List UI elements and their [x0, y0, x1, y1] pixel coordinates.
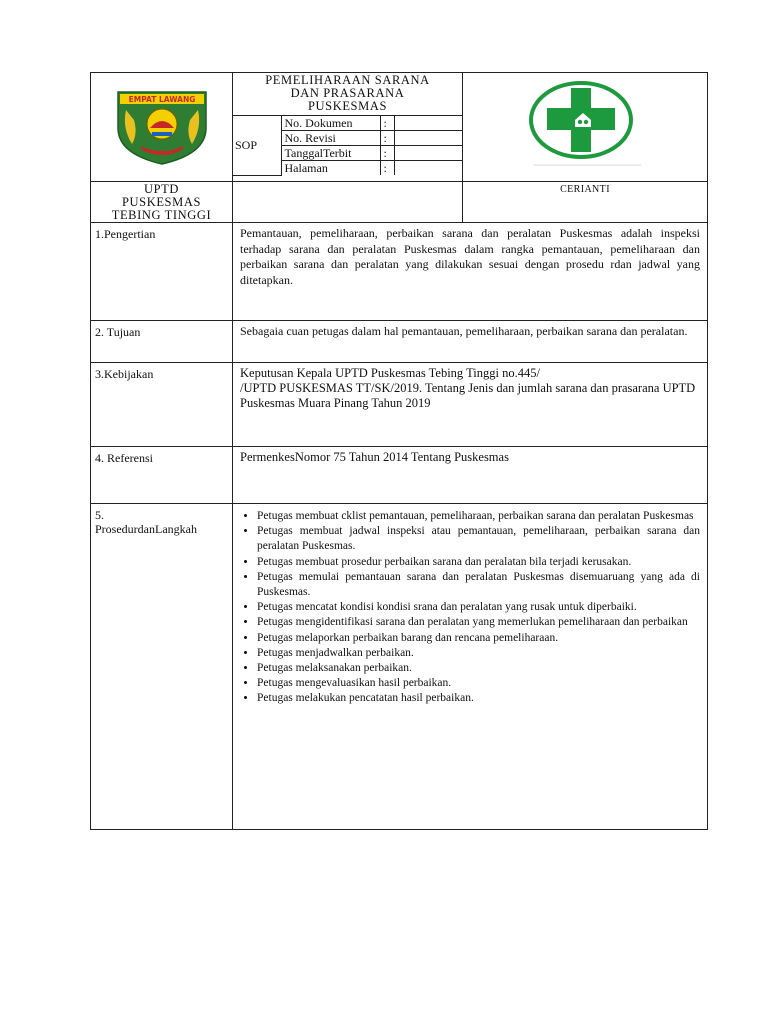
- list-item: • Petugas menjadwalkan perbaikan.: [257, 646, 700, 661]
- sop-table: [90, 72, 708, 830]
- referensi-row: [91, 447, 708, 504]
- prosedur-label: [91, 504, 233, 830]
- unit-row: [91, 182, 708, 223]
- tujuan-row: [91, 321, 708, 363]
- prosedur-row: [91, 504, 708, 830]
- list-item: • Petugas melakukan pencatatan hasil perbaikan.: [257, 691, 700, 706]
- document-meta-table: [232, 115, 463, 176]
- sop-document: [90, 72, 707, 830]
- header-row: [91, 73, 708, 182]
- seal-lettering: EMPAT LAWANG: [128, 95, 195, 104]
- pengertian-label: 1.Pengertian: [91, 223, 233, 321]
- list-item: • Petugas membuat prosedur perbaikan sarana dan peralatan bila terjadi kerusakan.: [257, 555, 700, 570]
- list-item: • Petugas membuat cklist pemantauan, pemeliharaan, perbaikan sarana dan peralatan Puskesmas: [257, 509, 700, 524]
- meta-value-no-revisi: [394, 131, 463, 146]
- meta-label-halaman: Halaman: [281, 161, 380, 176]
- document-title: [233, 73, 462, 113]
- meta-value-halaman: [394, 161, 463, 176]
- left-logo-cell: [91, 73, 233, 182]
- kebijakan-line-1: Keputusan Kepala UPTD Puskesmas Tebing Tinggi no.445/: [240, 366, 540, 380]
- meta-sep: :: [380, 116, 394, 131]
- signature-cell: [233, 182, 463, 223]
- meta-label-no-dokumen: No. Dokumen: [281, 116, 380, 131]
- meta-sep: :: [380, 146, 394, 161]
- unit-line-1: UPTD: [143, 182, 180, 196]
- list-item: • Petugas mencatat kondisi kondisi srana dan peralatan yang rusak untuk diperbaiki.: [257, 600, 700, 615]
- meta-value-no-dokumen: [394, 116, 463, 131]
- pengertian-text: Pemantauan, pemeliharaan, perbaikan sarana dan peralatan Puskesmas adalah inspeksi terhadap sarana dan peralatan Puskesmas dalam rangka pemantauan, pemeliharaan dan perbaikan sarana dan peralatan yang dilakukan sesuai dengan prosedu rdan jadwal yang ditetapkan.: [233, 223, 708, 321]
- puskesmas-cross-logo-icon: [523, 80, 648, 170]
- kebijakan-line-2: /UPTD PUSKESMAS TT/SK/2019. Tentang Jenis dan jumlah sarana dan prasarana UPTD Puskesmas Muara Pinang Tahun 2019: [240, 381, 696, 410]
- tujuan-text: Sebagaia cuan petugas dalam hal pemantauan, pemeliharaan, perbaikan sarana dan peralatan.: [233, 321, 708, 363]
- tujuan-label: 2. Tujuan: [91, 321, 233, 363]
- kebijakan-label: 3.Kebijakan: [91, 363, 233, 447]
- meta-sep: :: [380, 161, 394, 176]
- list-item: • Petugas mengevaluasikan hasil perbaikan.: [257, 676, 700, 691]
- list-item: • Petugas membuat jadwal inspeksi atau pemantauan, pemeliharaan, perbaikan sarana dan peralatan Puskesmas.: [257, 524, 700, 554]
- title-line-3: PUSKESMAS: [307, 99, 388, 113]
- empat-lawang-seal-icon: [112, 84, 212, 166]
- prosedur-content: [233, 504, 708, 830]
- list-item: • Petugas melaksanakan perbaikan.: [257, 661, 700, 676]
- kebijakan-text: [233, 363, 708, 447]
- right-logo-cell: [463, 73, 708, 182]
- meta-label-no-revisi: No. Revisi: [281, 131, 380, 146]
- list-item: • Petugas memulai pemantauan sarana dan peralatan Puskesmas disemuaruang yang ada di Puskesmas.: [257, 570, 700, 600]
- title-line-2: DAN PRASARANA: [290, 86, 405, 100]
- title-cell: [233, 73, 463, 182]
- list-item: • Petugas melaporkan perbaikan barang dan rencana pemeliharaan.: [257, 631, 700, 646]
- signer-name: CERIANTI: [463, 182, 708, 223]
- kebijakan-row: [91, 363, 708, 447]
- prosedur-label-number: 5.: [95, 508, 104, 522]
- referensi-text: PermenkesNomor 75 Tahun 2014 Tentang Puskesmas: [233, 447, 708, 504]
- meta-label-tanggal-terbit: TanggalTerbit: [281, 146, 380, 161]
- title-line-1: PEMELIHARAAN SARANA: [265, 73, 430, 87]
- unit-line-2: PUSKESMAS: [121, 195, 202, 209]
- referensi-label: 4. Referensi: [91, 447, 233, 504]
- prosedur-steps-list: [239, 509, 700, 707]
- pengertian-row: [91, 223, 708, 321]
- meta-sep: :: [380, 131, 394, 146]
- unit-line-3: TEBING TINGGI: [111, 208, 212, 222]
- meta-value-tanggal-terbit: [394, 146, 463, 161]
- list-item: • Petugas mengidentifikasi sarana dan peralatan yang memerlukan pemeliharaan dan perbaikan: [257, 615, 700, 630]
- prosedur-label-text: ProsedurdanLangkah: [95, 522, 197, 536]
- unit-name: [91, 182, 233, 223]
- sop-label: SOP: [232, 116, 281, 176]
